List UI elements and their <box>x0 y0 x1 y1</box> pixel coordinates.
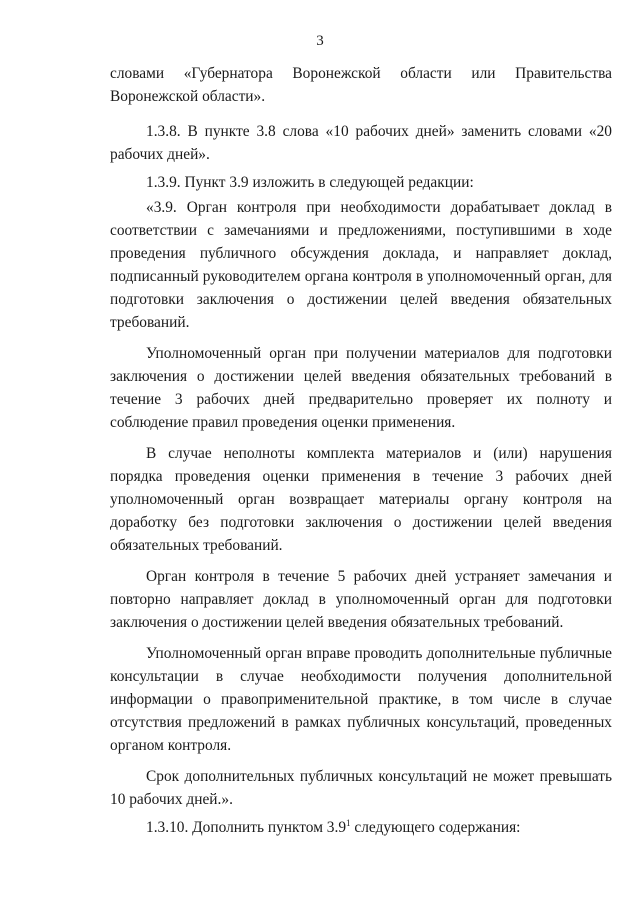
paragraph-authorized-body-check: Уполномоченный орган при получении материалов для подготовки заключения о достижении целей введения обязательных требований в течение 3 рабочих дней предварительно проверяет их полноту и соблюдение правил проведения оценки применения. <box>110 345 612 431</box>
paragraph-control-body-fixes: Орган контроля в течение 5 рабочих дней устраняет замечания и повторно направляет доклад в уполномоченный орган для подготовки заключения о достижении целей введения обязательных требований. <box>110 568 612 631</box>
document-body <box>110 62 612 839</box>
paragraph-1-3-10-text: 1.3.10. Дополнить пунктом 3.9 <box>146 819 347 836</box>
superscript-index: 1 <box>346 818 351 828</box>
paragraph-continuation: словами «Губернатора Воронежской области или Правительства Воронежской области». <box>110 65 612 105</box>
paragraph-additional-consultations: Уполномоченный орган вправе проводить дополнительные публичные консультации в случае необходимости получения дополнительной информации о правоприменительной практике, в том числе в случае отсутствия предложений в рамках публичных консультаций, проведенных органом контроля. <box>110 645 612 754</box>
paragraph-incomplete-materials: В случае неполноты комплекта материалов и (или) нарушения порядка проведения оценки применения в течение 3 рабочих дней уполномоченный орган возвращает материалы органу контроля на доработку без подготовки заключения о достижении целей введения обязательных требований. <box>110 445 612 554</box>
paragraph-3-9-quote: «3.9. Орган контроля при необходимости дорабатывает доклад в соответствии с замечаниями и предложениями, поступившими в ходе проведения публичного обсуждения доклада, и направляет доклад, подписанный руководителем органа контроля в уполномоченный орган, для подготовки заключения о достижении целей введения обязательных требований. <box>110 199 612 331</box>
paragraph-1-3-10-tail: следующего содержания: <box>350 819 521 836</box>
paragraph-1-3-10 <box>110 816 612 839</box>
paragraph-consultation-term: Срок дополнительных публичных консультаций не может превышать 10 рабочих дней.». <box>110 768 612 808</box>
paragraph-1-3-9: 1.3.9. Пункт 3.9 изложить в следующей редакции: <box>146 174 474 191</box>
page-number: 3 <box>316 33 324 49</box>
paragraph-1-3-8: 1.3.8. В пункте 3.8 слова «10 рабочих дней» заменить словами «20 рабочих дней». <box>110 123 612 163</box>
